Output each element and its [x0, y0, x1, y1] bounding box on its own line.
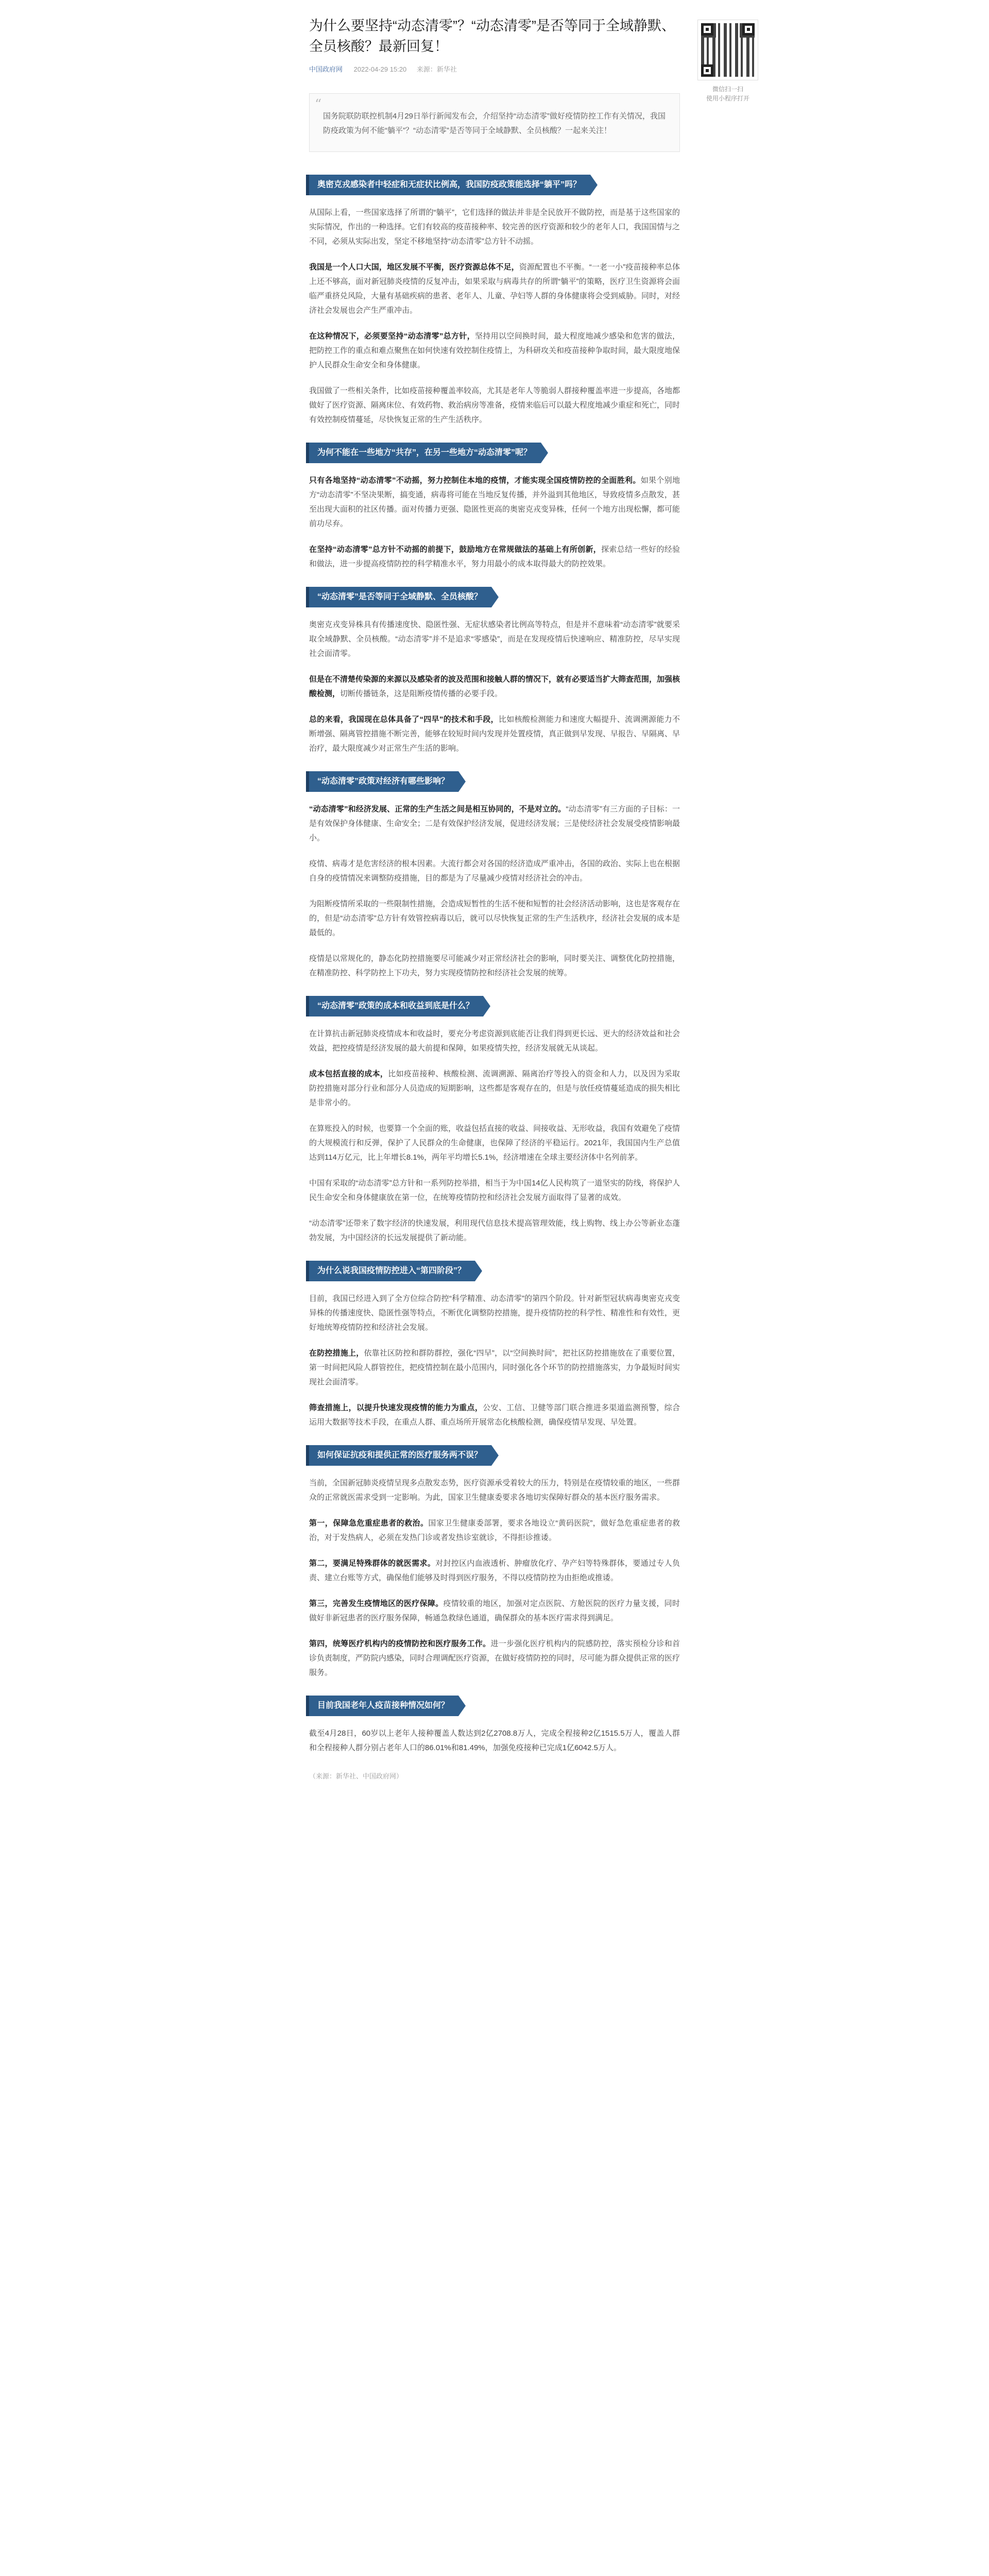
- section-heading: “动态清零”是否等同于全域静默、全员核酸？: [309, 587, 491, 607]
- paragraph-lead: 我国是一个人口大国，地区发展不平衡，医疗资源总体不足，: [309, 263, 519, 272]
- paragraph: [309, 672, 680, 701]
- article-meta: [309, 64, 680, 74]
- paragraph-lead: 在这种情况下，必须要坚持“动态清零”总方针，: [309, 332, 475, 341]
- paragraph-text: 对封控区内血液透析、肿瘤放化疗、孕产妇等特殊群体，要通过专人负责、建立台账等方式，确保他们能够及时得到医疗服务，不得以疫情防控为由拒绝或推诿。: [309, 1559, 680, 1582]
- paragraph-text: 切断传播链条，这是阻断疫情传播的必要手段。: [340, 689, 503, 698]
- paragraph-lead: 在坚持“动态清零”总方针不动摇的前提下，鼓励地方在常规做法的基础上有所创新，: [309, 545, 602, 554]
- paragraph: [309, 1027, 680, 1056]
- paragraph-text: 为阻断疫情所采取的一些限制性措施，会造成短暂性的生活不便和短暂的社会经济活动影响，这也是客观存在的，但是“动态清零”总方针有效管控病毒以后，就可以尽快恢复正常的生产生活秩序，经济社会发展的成本是最低的。: [309, 900, 680, 937]
- paragraph: [309, 1476, 680, 1505]
- paragraph: [309, 857, 680, 886]
- paragraph: [309, 1067, 680, 1110]
- article-publisher: 来源：新华社: [416, 65, 457, 73]
- paragraph-text: 从国际上看，一些国家选择了所谓的“躺平”，它们选择的做法并非是全民放开不做防控，而是基于这些国家的实际情况，作出的一种选择。它们有较高的疫苗接种率、较完善的医疗资源和较少的老年人口，我国国情与之不同，必须从实际出发，坚定不移地坚持“动态清零”总方针不动摇。: [309, 208, 680, 246]
- article-source[interactable]: 中国政府网: [309, 65, 343, 73]
- paragraph-text: 进一步强化医疗机构内的院感防控，落实预检分诊和首诊负责制度，严防院内感染，同时合理调配医疗资源，在做好疫情防控的同时，尽可能为群众提供正常的医疗服务。: [309, 1639, 680, 1677]
- qr-panel: [689, 20, 766, 103]
- paragraph-text: 探索总结一些好的经验和做法，进一步提高疫情防控的科学精准水平，努力用最小的成本取得最大的防控效果。: [309, 545, 680, 568]
- paragraph-lead: 筛查措施上，以提升快速发现疫情的能力为重点，: [309, 1403, 483, 1412]
- paragraph-text: 中国有采取的“动态清零”总方针和一系列防控举措，相当于为中国14亿人民构筑了一道坚实的防线，将保护人民生命安全和身体健康放在第一位，在统筹疫情防控和经济社会发展方面取得了显著的成效。: [309, 1179, 680, 1202]
- paragraph: [309, 802, 680, 845]
- paragraph: [309, 329, 680, 372]
- summary-box: [309, 93, 680, 152]
- section: [309, 1445, 680, 1680]
- paragraph: [309, 260, 680, 318]
- section-heading: 为什么说我国疫情防控进入“第四阶段”？: [309, 1261, 475, 1281]
- article: [309, 15, 680, 1781]
- paragraph: [309, 543, 680, 571]
- paragraph: [309, 1516, 680, 1545]
- section: [309, 996, 680, 1245]
- paragraph-lead: 成本包括直接的成本，: [309, 1070, 388, 1078]
- paragraph-lead: 第四，统筹医疗机构内的疫情防控和医疗服务工作。: [309, 1639, 491, 1648]
- paragraph: [309, 897, 680, 940]
- paragraph-text: “动态清零”还带来了数字经济的快速发展，利用现代信息技术提高管理效能，线上购物、线上办公等新业态蓬勃发展，为中国经济的长远发展提供了新动能。: [309, 1219, 680, 1242]
- paragraph-text: 如果个别地方“动态清零”不坚决果断，搞变通，病毒将可能在当地反复传播，并外溢到其他地区，导致疫情多点散发，甚至出现大面积的社区传播。面对传播力更强、隐匿性更高的奥密克戎变异株，任何一个地方出现松懈，都可能前功尽弃。: [309, 476, 680, 528]
- paragraph: [309, 1176, 680, 1205]
- section: [309, 587, 680, 756]
- paragraph-text: 比如疫苗接种、核酸检测、流调溯源、隔离治疗等投入的资金和人力，以及因为采取防控措施对部分行业和部分人员造成的短期影响，这些都是客观存在的，但是与放任疫情蔓延造成的损失相比是非常小的。: [309, 1070, 680, 1107]
- section: [309, 1696, 680, 1755]
- qr-caption-1: 微信扫一扫: [712, 86, 743, 93]
- section-heading: 为何不能在一些地方“共存”，在另一些地方“动态清零”呢？: [309, 443, 541, 463]
- paragraph-lead: 总的来看，我国现在总体具备了“四早”的技术和手段，: [309, 715, 499, 724]
- paragraph: [309, 952, 680, 980]
- qr-caption-2: 使用小程序打开: [706, 95, 749, 102]
- section: [309, 771, 680, 980]
- paragraph-text: 奥密克戎变异株具有传播速度快、隐匿性强、无症状感染者比例高等特点，但是并不意味着“动态清零”就要采取全域静默、全员核酸。“动态清零”并不是追求“零感染”，而是在发现疫情后快速响应、精准防控，尽早实现社会面清零。: [309, 620, 680, 658]
- section-heading: “动态清零”政策对经济有哪些影响？: [309, 771, 458, 792]
- paragraph-lead: 但是在不清楚传染源的来源以及感染者的波及范围和接触人群的情况下，就有必要适当扩大筛查范围，加强核酸检测，: [309, 675, 680, 698]
- paragraph: [309, 206, 680, 249]
- paragraph-text: 比如核酸检测能力和速度大幅提升、流调溯源能力不断增强、隔离管控措施不断完善，能够在较短时间内发现并处置疫情，真正做到早发现、早报告、早隔离、早治疗，最大限度减少对正常生产生活的影响。: [309, 715, 680, 753]
- paragraph-text: 疫情较重的地区，加强对定点医院、方舱医院的医疗力量支援，同时做好非新冠患者的医疗服务保障，畅通急救绿色通道，确保群众的基本医疗需求得到满足。: [309, 1599, 680, 1622]
- paragraph: [309, 618, 680, 661]
- summary-text: 国务院联防联控机制4月29日举行新闻发布会，介绍坚持“动态清零”做好疫情防控工作有关情况，我国防疫政策为何不能“躺平”？“动态清零”是否等同于全域静默、全员核酸？一起来关注！: [323, 112, 666, 135]
- paragraph-lead: 第一，保障急危重症患者的救治。: [309, 1519, 429, 1528]
- paragraph-text: “动态清零”有三方面的子目标：一是有效保护身体健康、生命安全；二是有效保护经济发展，促进经济发展；三是使经济社会发展受疫情影响最小。: [309, 805, 680, 842]
- article-body: [309, 175, 680, 1755]
- section: [309, 175, 680, 427]
- paragraph-text: 截至4月28日，60岁以上老年人接种覆盖人数达到2亿2708.8万人，完成全程接种2亿1515.5万人，覆盖人群和全程接种人群分别占老年人口的86.01%和81.49%，加强免疫接种已完成1亿6042.5万人。: [309, 1729, 680, 1752]
- paragraph: [309, 1292, 680, 1335]
- paragraph-text: 依靠社区防控和群防群控，强化“四早”，以“空间换时间”，把社区防控措施放在了重要位置，第一时间把风险人群管控住，把疫情控制在最小范围内，同时强化各个环节的防控措施落实，力争最短时间实现社会面清零。: [309, 1349, 680, 1386]
- paragraph: [309, 473, 680, 531]
- paragraph-lead: “动态清零”和经济发展、正常的生产生活之间是相互协同的，不是对立的。: [309, 805, 566, 814]
- paragraph: [309, 1401, 680, 1430]
- paragraph-text: 国家卫生健康委部署，要求各地设立“黄码医院”，做好急危重症患者的救治，对于发热病人，必须在发热门诊或者发热诊室就诊，不得拒诊推诿。: [309, 1519, 680, 1542]
- paragraph-lead: 第二，要满足特殊群体的就医需求。: [309, 1559, 436, 1568]
- paragraph-text: 疫情、病毒才是危害经济的根本因素。大流行都会对各国的经济造成严重冲击，各国的政治、实际上也在根据自身的疫情情况来调整防疫措施，目的都是为了尽量减少疫情对经济社会的冲击。: [309, 859, 680, 883]
- section: [309, 1261, 680, 1430]
- paragraph-text: 疫情是以常规化的，静态化防控措施要尽可能减少对正常经济社会的影响，同时要关注、调整优化防控措施，在精准防控、科学防控上下功夫，努力实现疫情防控和经济社会发展的统筹。: [309, 954, 680, 977]
- paragraph-text: 坚持用以空间换时间，最大程度地减少感染和危害的做法，把防控工作的重点和难点聚焦在如何快速有效控制住疫情上，为科研攻关和疫苗接种争取时间，最大限度地保护人民群众生命安全和身体健康。: [309, 332, 680, 369]
- paragraph: [309, 713, 680, 756]
- quote-icon: “: [315, 97, 322, 112]
- article-date: 2022-04-29 15:20: [353, 65, 407, 73]
- paragraph: [309, 384, 680, 427]
- paragraph-text: 公安、工信、卫健等部门联合推进多渠道监测预警，综合运用大数据等技术手段，在重点人群、重点场所开展常态化核酸检测，确保疫情早发现、早处置。: [309, 1403, 680, 1427]
- article-footnote: （来源：新华社、中国政府网）: [309, 1772, 403, 1780]
- paragraph-text: 在算账投入的时候，也要算一个全面的账，收益包括直接的收益、间接收益、无形收益，我国有效避免了疫情的大规模流行和反弹，保护了人民群众的生命健康，也保障了经济的平稳运行。2021年，我国国内生产总值达到114万亿元，比上年增长8.1%，两年平均增长5.1%，经济增速在全球主要经济体中名列前茅。: [309, 1124, 680, 1162]
- section-heading: 如何保证抗疫和提供正常的医疗服务两不误？: [309, 1445, 491, 1466]
- paragraph-text: 目前，我国已经进入到了全方位综合防控“科学精准、动态清零”的第四个阶段。针对新型冠状病毒奥密克戎变异株的传播速度快、隐匿性强等特点，不断优化调整防控措施，提升疫情防控的科学性、精准性和有效性，更好地统筹疫情防控和经济社会发展。: [309, 1294, 680, 1332]
- section-heading: “动态清零”政策的成本和收益到底是什么？: [309, 996, 483, 1016]
- paragraph: [309, 1122, 680, 1165]
- qr-code-icon[interactable]: [697, 20, 758, 80]
- paragraph: [309, 1726, 680, 1755]
- paragraph-text: 当前，全国新冠肺炎疫情呈现多点散发态势，医疗资源承受着较大的压力，特别是在疫情较重的地区，一些群众的正常就医需求受到一定影响。为此，国家卫生健康委要求各地切实保障好群众的基本医疗服务需求。: [309, 1479, 680, 1502]
- article-title: 为什么要坚持“动态清零”？“动态清零”是否等同于全域静默、全员核酸？最新回复！: [309, 18, 675, 54]
- paragraph-lead: 只有各地坚持“动态清零”不动摇，努力控制住本地的疫情，才能实现全国疫情防控的全面胜利。: [309, 476, 641, 485]
- paragraph-text: 资源配置也不平衡。“一老一小”疫苗接种率总体上还不够高，面对新冠肺炎疫情的反复冲击，如果采取与病毒共存的所谓“躺平”的策略，医疗卫生资源将会面临严重挤兑风险，大量有基础疾病的患者、老年人、儿童、孕妇等人群的身体健康将会受到威胁。同时，对经济社会发展也会产生严重冲击。: [309, 263, 680, 315]
- paragraph-lead: 第三，完善发生疫情地区的医疗保障。: [309, 1599, 444, 1608]
- section-heading: 目前我国老年人疫苗接种情况如何？: [309, 1696, 458, 1716]
- paragraph: [309, 1556, 680, 1585]
- section: [309, 443, 680, 571]
- paragraph: [309, 1216, 680, 1245]
- paragraph-text: 在计算抗击新冠肺炎疫情成本和收益时，要充分考虑资源到底能否让我们得到更长远、更大的经济效益和社会效益，把控疫情是经济发展的最大前提和保障，如果疫情失控，经济发展就无从谈起。: [309, 1029, 680, 1053]
- paragraph: [309, 1346, 680, 1389]
- paragraph-text: 我国做了一些相关条件，比如疫苗接种覆盖率较高，尤其是老年人等脆弱人群接种覆盖率进一步提高，各地都做好了医疗资源、隔离床位、有效药物、救治病房等准备，疫情来临后可以最大程度地减少重症和死亡，同时有效控制疫情蔓延，尽快恢复正常的生产生活秩序。: [309, 386, 680, 424]
- paragraph: [309, 1637, 680, 1680]
- paragraph: [309, 1597, 680, 1625]
- section-heading: 奥密克戎感染者中轻症和无症状比例高，我国防疫政策能选择“躺平”吗？: [309, 175, 590, 195]
- paragraph-lead: 在防控措施上，: [309, 1349, 364, 1358]
